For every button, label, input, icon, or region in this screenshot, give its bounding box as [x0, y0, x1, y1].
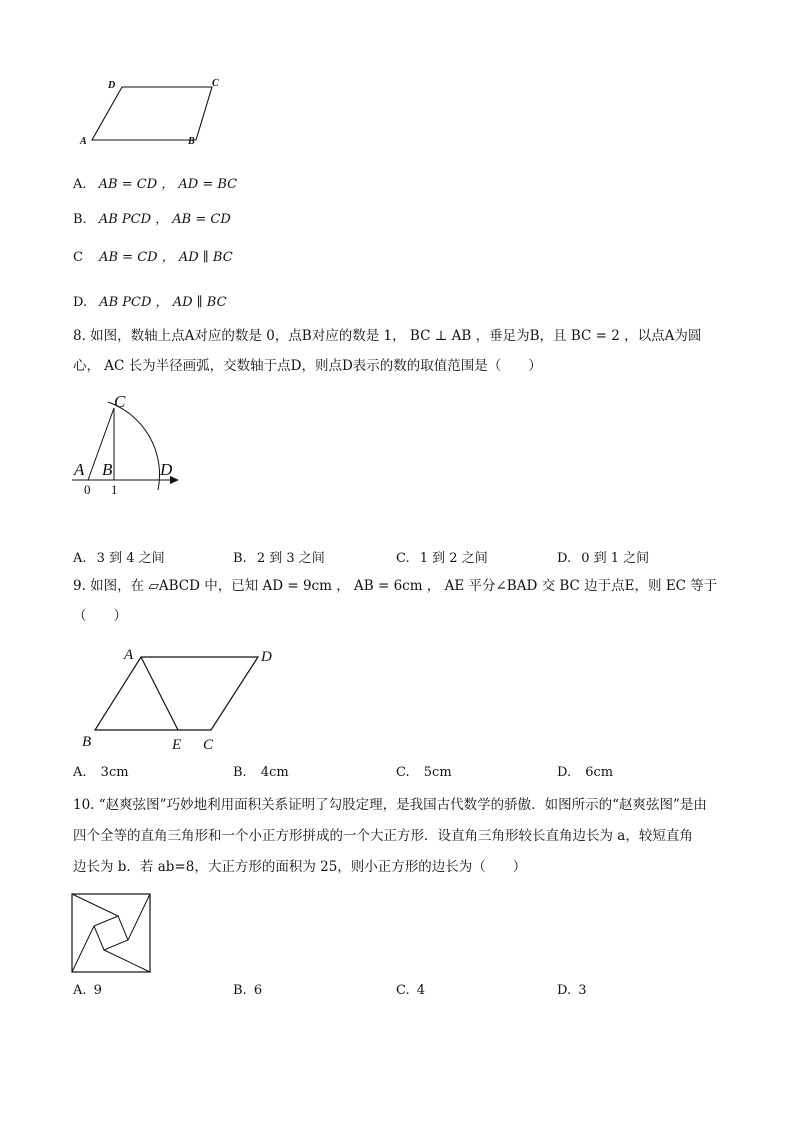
q9-stem-line2: （ ） — [73, 608, 127, 624]
q10-line-3 — [104, 950, 150, 972]
q8-option-b-text: 2 到 3 之间 — [256, 551, 325, 566]
q9-option-c-label: C. — [396, 765, 410, 780]
q10-option-a[interactable] — [73, 983, 102, 998]
q7-option-d-text: AB PCD ， AD ∥ BC — [99, 295, 227, 310]
q9-option-c-text: 5cm — [423, 765, 452, 780]
q8-option-b[interactable] — [233, 547, 325, 566]
q9-option-b-label: B. — [233, 765, 247, 780]
q10-option-c-label: C. — [396, 983, 410, 998]
q7-option-b[interactable] — [73, 208, 231, 227]
q8-label-b: B — [102, 460, 113, 479]
q8-label-c: C — [114, 392, 126, 411]
q8-stem-line1: 8. 如图，数轴上点A对应的数是 0，点B对应的数是 1， BC ⊥ AB ，垂足为B，且 BC = 2 ，以点A为圆 — [73, 328, 702, 344]
q10-stem-line1: 10. “赵爽弦图”巧妙地利用面积关系证明了勾股定理，是我国古代数学的骄傲．如图所示的“赵爽弦图”是由 — [73, 797, 707, 813]
q8-option-c-text: 1 到 2 之间 — [419, 551, 488, 566]
q10-option-b[interactable] — [233, 983, 262, 998]
q9-option-b-text: 4cm — [260, 765, 289, 780]
q9-option-a-label: A. — [73, 765, 87, 780]
q10-line-2 — [128, 894, 150, 940]
q9-parallelogram — [95, 657, 258, 730]
q8-label-a: A — [74, 460, 85, 479]
q9-label-e: E — [172, 737, 182, 753]
q7-option-b-text: AB PCD ， AB = CD — [98, 212, 231, 227]
q10-inner-square — [94, 916, 128, 950]
q9-parallelogram-figure — [78, 642, 298, 752]
q9-option-c[interactable] — [396, 765, 452, 780]
q8-arc — [108, 402, 160, 490]
q10-stem-line2: 四个全等的直角三角形和一个小正方形拼成的一个大正方形．设直角三角形较长直角边长为 a，较短直角 — [73, 828, 693, 844]
q7-option-c-text: AB = CD ， AD ∥ BC — [99, 250, 233, 265]
q9-option-d-label: D. — [557, 765, 572, 780]
q8-option-a-text: 3 到 4 之间 — [96, 551, 165, 566]
q10-option-a-text: 9 — [93, 983, 102, 998]
q10-stem-line3: 边长为 b．若 ab=8，大正方形的面积为 25，则小正方形的边长为（ ） — [73, 859, 527, 875]
q9-option-b[interactable] — [233, 765, 289, 780]
q7-parallelogram-figure — [78, 74, 238, 154]
q8-option-b-label: B. — [233, 551, 247, 566]
q9-option-a[interactable] — [73, 765, 129, 780]
q8-option-d[interactable] — [557, 547, 649, 566]
q8-option-a-label: A. — [73, 551, 87, 566]
q7-option-d[interactable] — [73, 291, 227, 310]
q8-stem — [73, 321, 701, 381]
q10-option-d-text: 3 — [578, 983, 587, 998]
q8-option-c[interactable] — [396, 547, 488, 566]
q10-option-d[interactable] — [557, 983, 587, 998]
q10-stem — [73, 790, 707, 883]
q9-option-d-text: 6cm — [585, 765, 614, 780]
q8-label-d: D — [160, 460, 173, 479]
q7-option-a-label: A. — [73, 177, 87, 192]
q7-label-c: C — [212, 78, 219, 89]
q8-option-d-text: 0 到 1 之间 — [581, 551, 650, 566]
q7-option-a[interactable] — [73, 173, 237, 192]
q9-label-c: C — [203, 737, 214, 753]
q7-parallelogram — [92, 87, 212, 140]
q10-outer-square — [72, 894, 150, 972]
q9-option-a-text: 3cm — [100, 765, 129, 780]
q8-option-d-label: D. — [557, 551, 572, 566]
q9-stem-line1: 9. 如图，在 ▱ABCD 中，已知 AD = 9cm ， AB = 6cm ， AE 平分∠BAD 交 BC 边于点E，则 EC 等于 — [73, 578, 718, 594]
q10-option-c[interactable] — [396, 983, 425, 998]
q7-label-a: A — [80, 136, 87, 147]
q8-number-line-figure — [68, 390, 198, 500]
q8-stem-line2: 心， AC 长为半径画弧，交数轴于点D，则点D表示的数的取值范围是（ ） — [73, 358, 542, 374]
q8-option-a[interactable] — [73, 547, 165, 566]
q7-option-c-label: C — [73, 250, 83, 265]
q9-option-d[interactable] — [557, 765, 613, 780]
q9-label-a: A — [124, 647, 134, 663]
q9-label-d: D — [261, 649, 272, 665]
q8-tick-0: 0 — [84, 482, 91, 497]
q8-tick-1: 1 — [111, 482, 118, 497]
q9-stem — [73, 571, 717, 631]
q10-line-4 — [72, 926, 94, 972]
q10-option-b-text: 6 — [253, 983, 263, 998]
q9-segment-ae — [141, 657, 178, 730]
q9-label-b: B — [82, 734, 92, 750]
q8-option-c-label: C. — [396, 551, 410, 566]
q7-option-b-label: B. — [73, 212, 87, 227]
q7-label-b: B — [188, 136, 195, 147]
q10-option-a-label: A. — [73, 983, 87, 998]
q10-option-c-text: 4 — [416, 983, 426, 998]
q7-label-d: D — [108, 80, 116, 91]
q7-option-d-label: D. — [73, 295, 88, 310]
q7-option-c[interactable] — [73, 246, 233, 265]
q7-option-a-text: AB = CD ， AD = BC — [98, 177, 238, 192]
q10-option-b-label: B. — [233, 983, 247, 998]
q10-option-d-label: D. — [557, 983, 572, 998]
q10-zhao-shuang-figure — [71, 893, 153, 975]
q10-line-1 — [72, 894, 118, 916]
